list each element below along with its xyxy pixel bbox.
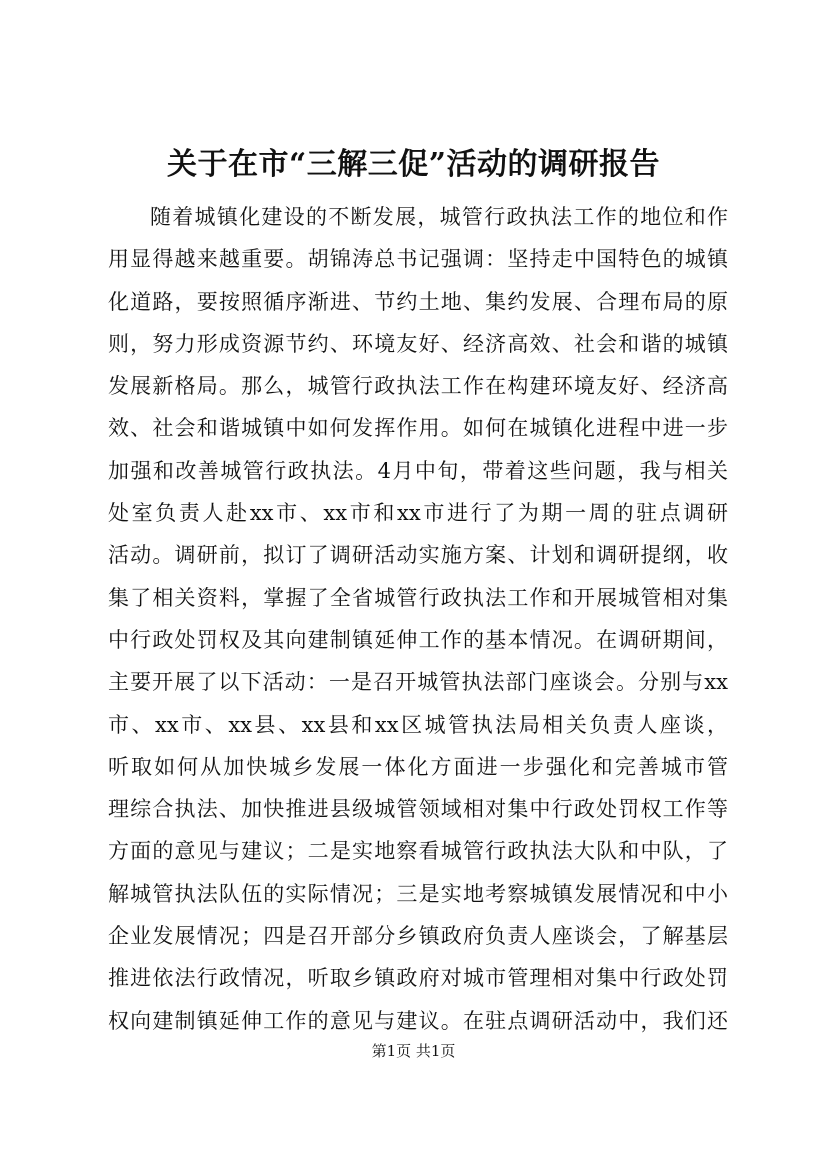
text-line: 市、xx市、xx县、xx县和xx区城管执法局相关负责人座谈， [108,712,728,737]
text-line: 随着城镇化建设的不断发展，城管行政执法工作的地位和作 [150,205,728,229]
document-title: 关于在市“三解三促”活动的调研报告 [166,147,660,182]
text-line: 发展新格局。那么，城管行政执法工作在构建环境友好、经济高 [108,374,728,399]
text-line: 处室负责人赴xx市、xx市和xx市进行了为期一周的驻点调研 [108,501,728,526]
text-line: 则，努力形成资源节约、环境友好、经济高效、社会和谐的城镇 [108,331,728,356]
page-footer: 第1页 共1页 [371,1042,456,1060]
text-line: 用显得越来越重要。胡锦涛总书记强调：坚持走中国特色的城镇 [108,247,728,272]
text-line: 解城管执法队伍的实际情况；三是实地考察城镇发展情况和中小 [108,881,728,906]
text-line: 集了相关资料，掌握了全省城管行政执法工作和开展城管相对集 [108,585,728,610]
text-line: 方面的意见与建议；二是实地察看城管行政执法大队和中队，了 [108,839,728,864]
text-line: 化道路，要按照循序渐进、节约土地、集约发展、合理布局的原 [108,289,728,314]
text-line: 加强和改善城管行政执法。4月中旬，带着这些问题，我与相关 [108,458,728,483]
text-line: 中行政处罚权及其向建制镇延伸工作的基本情况。在调研期间， [108,627,728,652]
body-paragraph [108,196,728,1042]
text-line: 理综合执法、加快推进县级城管领域相对集中行政处罚权工作等 [108,797,728,822]
text-line: 主要开展了以下活动：一是召开城管执法部门座谈会。分别与xx [108,670,728,695]
text-line: 效、社会和谐城镇中如何发挥作用。如何在城镇化进程中进一步 [108,416,728,441]
text-line: 活动。调研前，拟订了调研活动实施方案、计划和调研提纲，收 [108,543,728,568]
text-line: 推进依法行政情况，听取乡镇政府对城市管理相对集中行政处罚 [108,966,728,991]
text-line: 听取如何从加快城乡发展一体化方面进一步强化和完善城市管 [108,754,728,779]
text-line: 企业发展情况；四是召开部分乡镇政府负责人座谈会，了解基层 [108,924,728,949]
text-line: 权向建制镇延伸工作的意见与建议。在驻点调研活动中，我们还 [108,1008,728,1033]
